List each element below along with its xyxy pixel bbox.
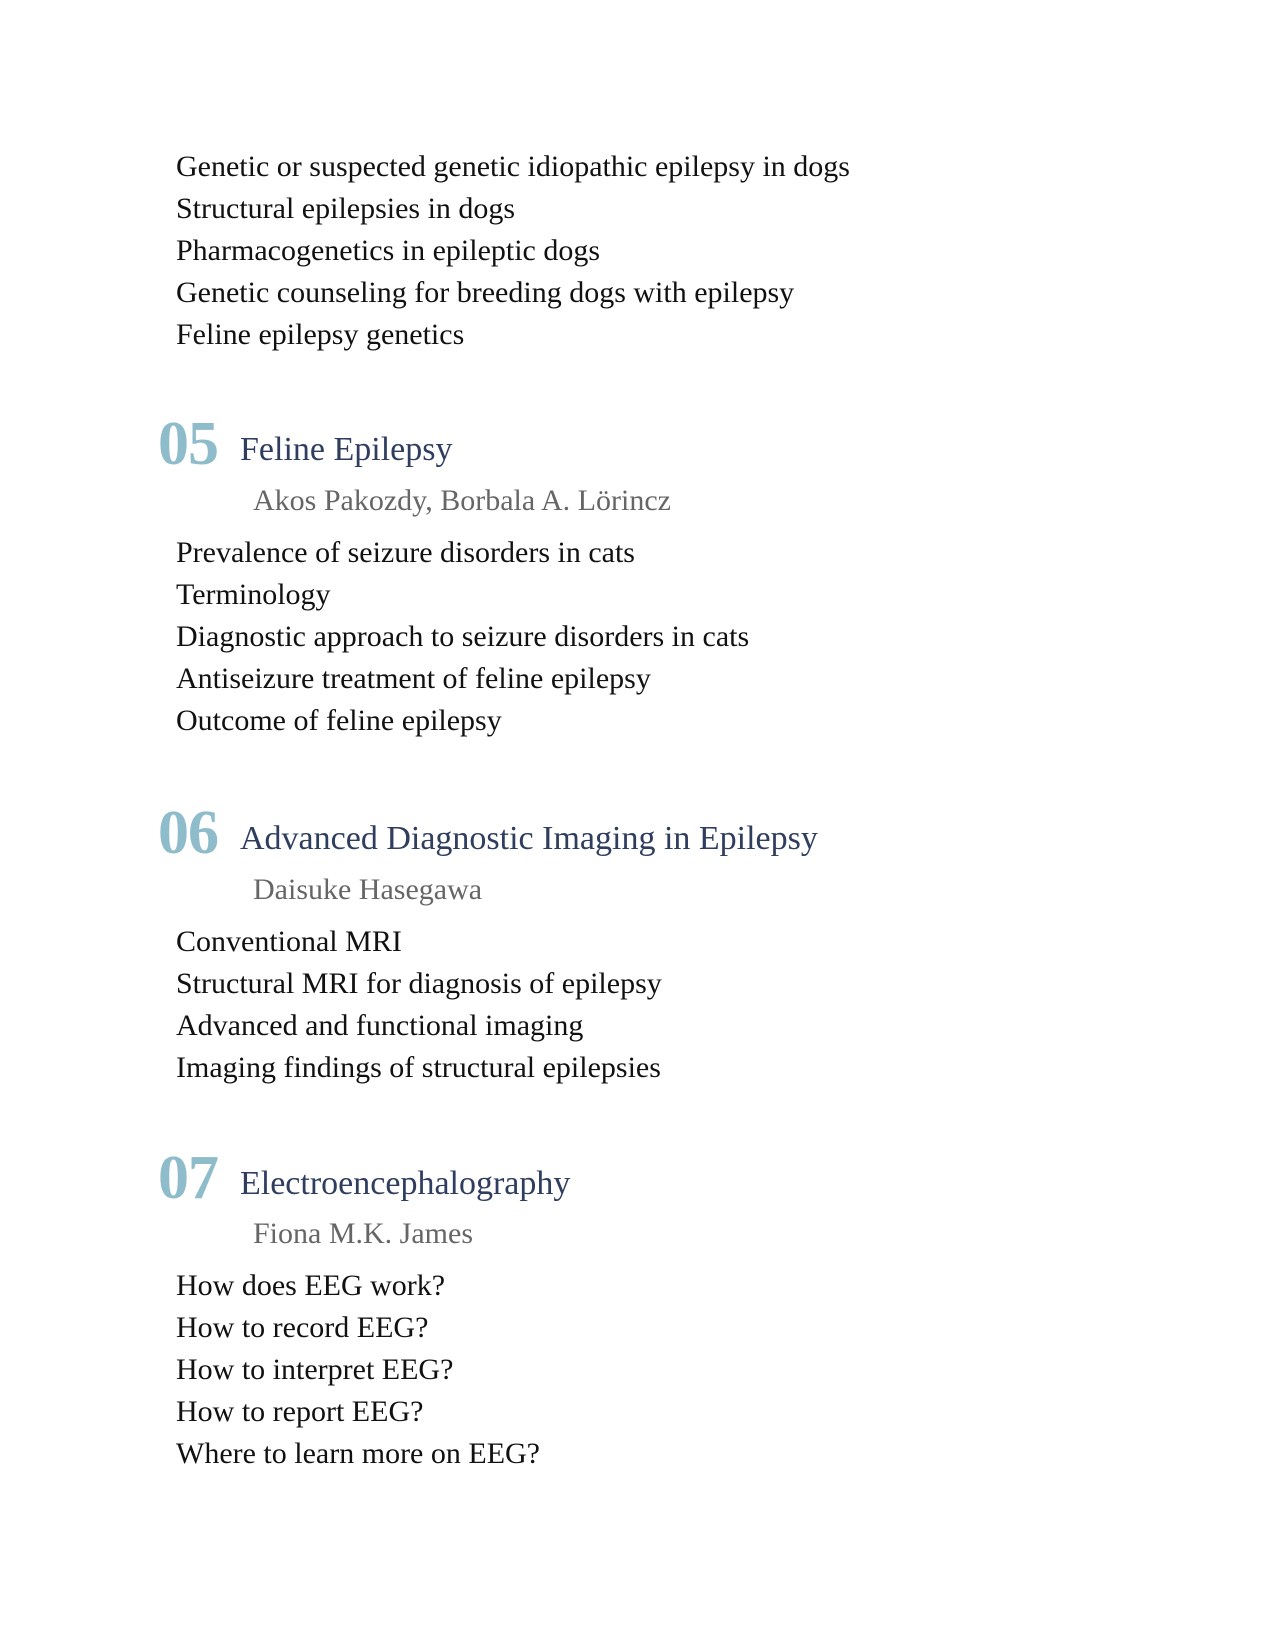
chapter-number: 05 [158,410,218,478]
topic-item: How to report EEG? [176,1395,424,1428]
chapter-authors: Daisuke Hasegawa [253,873,483,906]
chapter-title: Electroencephalography [240,1165,571,1202]
topic-item: Diagnostic approach to seizure disorders in cats [176,620,750,653]
chapter-07-topic-list [176,1265,540,1475]
intro-topic-list [176,146,850,356]
chapter-title: Advanced Diagnostic Imaging in Epilepsy [240,820,818,857]
topic-item: Structural MRI for diagnosis of epilepsy [176,967,662,1000]
topic-item: Advanced and functional imaging [176,1009,584,1042]
topic-item: Terminology [176,578,331,611]
chapter-authors: Fiona M.K. James [253,1217,473,1250]
topic-item: How to record EEG? [176,1311,429,1344]
topic-item: Genetic counseling for breeding dogs with epilepsy [176,276,795,309]
topic-item: Structural epilepsies in dogs [176,192,516,225]
topic-item: Feline epilepsy genetics [176,318,465,351]
topic-item: Prevalence of seizure disorders in cats [176,536,635,569]
topic-item: Imaging findings of structural epilepsies [176,1051,661,1084]
topic-item: Where to learn more on EEG? [176,1437,540,1470]
topic-item: Conventional MRI [176,925,402,958]
chapter-number: 07 [158,1144,218,1212]
topic-item: Antiseizure treatment of feline epilepsy [176,662,651,695]
topic-item: Genetic or suspected genetic idiopathic epilepsy in dogs [176,150,850,183]
topic-item: Pharmacogenetics in epileptic dogs [176,234,601,267]
topic-item: How does EEG work? [176,1269,446,1302]
chapter-05-topic-list [176,532,749,742]
topic-item: Outcome of feline epilepsy [176,704,502,737]
chapter-title: Feline Epilepsy [240,431,453,468]
chapter-authors: Akos Pakozdy, Borbala A. Lörincz [253,484,671,517]
chapter-06-topic-list [176,921,662,1089]
topic-item: How to interpret EEG? [176,1353,454,1386]
chapter-number: 06 [158,799,218,867]
